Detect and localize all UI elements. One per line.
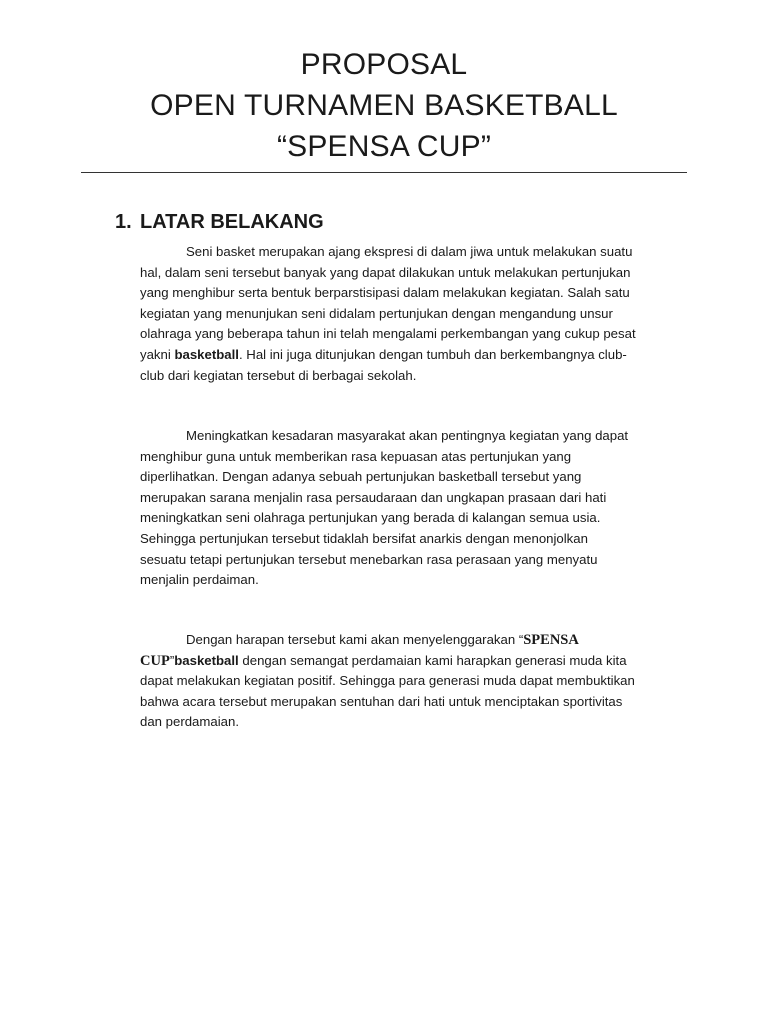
- event-name-bold: CUP: [140, 652, 170, 669]
- paragraph-line: sesuatu tetapi pertunjukan tersebut menebarkan rasa perasaan yang menyatu: [140, 551, 598, 567]
- event-name-bold: SPENSA: [523, 632, 579, 648]
- title-divider: [81, 172, 687, 173]
- paragraph-line: yang menghibur serta bentuk berparstisipasi dalam melakukan kegiatan. Salah satu: [140, 285, 630, 301]
- text-run: dengan semangat perdamaian kami harapkan generasi muda kita: [238, 652, 627, 668]
- paragraph-line: Meningkatkan kesadaran masyarakat akan pentingnya kegiatan yang dapat: [186, 428, 629, 443]
- text-run: . Hal ini juga ditunjukan dengan tumbuh dan berkembangnya club-: [238, 346, 627, 362]
- paragraph-line: menjalin perdaiman.: [140, 572, 259, 588]
- paragraph-line: diperlihatkan. Dengan adanya sebuah pertunjukan basketball tersebut yang: [140, 469, 582, 485]
- bold-term: basketball: [174, 652, 239, 668]
- paragraph-line: meningkatkan seni olahraga pertunjukan yang berada di kalangan semua usia.: [140, 510, 601, 526]
- section-heading: [115, 211, 324, 234]
- bold-term: basketball: [174, 346, 239, 362]
- paragraph-line: [140, 630, 675, 651]
- paragraph-line: merupakan sarana menjalin rasa persaudaraan dan ungkapan prasaan dari hati: [140, 489, 607, 505]
- text-run: yakni: [140, 346, 175, 362]
- paragraph-line: olahraga yang beberapa tahun ini telah mengalami perkembangan yang cukup pesat: [140, 326, 636, 342]
- document-title: [0, 44, 768, 167]
- paragraph-background-1: [140, 242, 675, 386]
- paragraph-line: bahwa acara tersebut merupakan sentuhan dari hati untuk menciptakan sportivitas: [140, 693, 623, 709]
- title-divider-accent: [81, 172, 114, 173]
- section-number: 1.: [115, 211, 132, 233]
- text-run: ”: [169, 652, 175, 668]
- paragraph-line: dapat melakukan kegiatan positif. Sehingga para generasi muda dapat membuktikan: [140, 673, 635, 689]
- text-run: Dengan harapan tersebut kami akan menyelenggarakan “: [186, 632, 524, 647]
- paragraph-line: [140, 651, 675, 672]
- title-line-event: OPEN TURNAMEN BASKETBALL: [150, 89, 618, 122]
- paragraph-line: [140, 345, 675, 366]
- paragraph-line: Seni basket merupakan ajang ekspresi di dalam jiwa untuk melakukan suatu: [186, 244, 633, 259]
- title-line-proposal: PROPOSAL: [300, 48, 468, 81]
- paragraph-line: Sehingga pertunjukan tersebut tidaklah bersifat anarkis dengan menonjolkan: [140, 530, 588, 546]
- paragraph-background-2: [140, 426, 675, 591]
- paragraph-line: kegiatan yang menunjukan seni didalam pertunjukan dengan mengandung unsur: [140, 305, 613, 321]
- title-line-cup-name: “SPENSA CUP”: [276, 130, 492, 163]
- section-title: LATAR BELAKANG: [140, 211, 324, 233]
- paragraph-line: hal, dalam seni tersebut banyak yang dapat dilakukan untuk melakukan pertunjukan: [140, 264, 631, 280]
- paragraph-background-3: [140, 630, 675, 733]
- paragraph-line: menghibur guna untuk memberikan rasa kepuasan atas pertunjukan yang: [140, 448, 572, 464]
- paragraph-line: dan perdamaian.: [140, 714, 239, 730]
- paragraph-line: club dari kegiatan tersebut di berbagai sekolah.: [140, 367, 417, 383]
